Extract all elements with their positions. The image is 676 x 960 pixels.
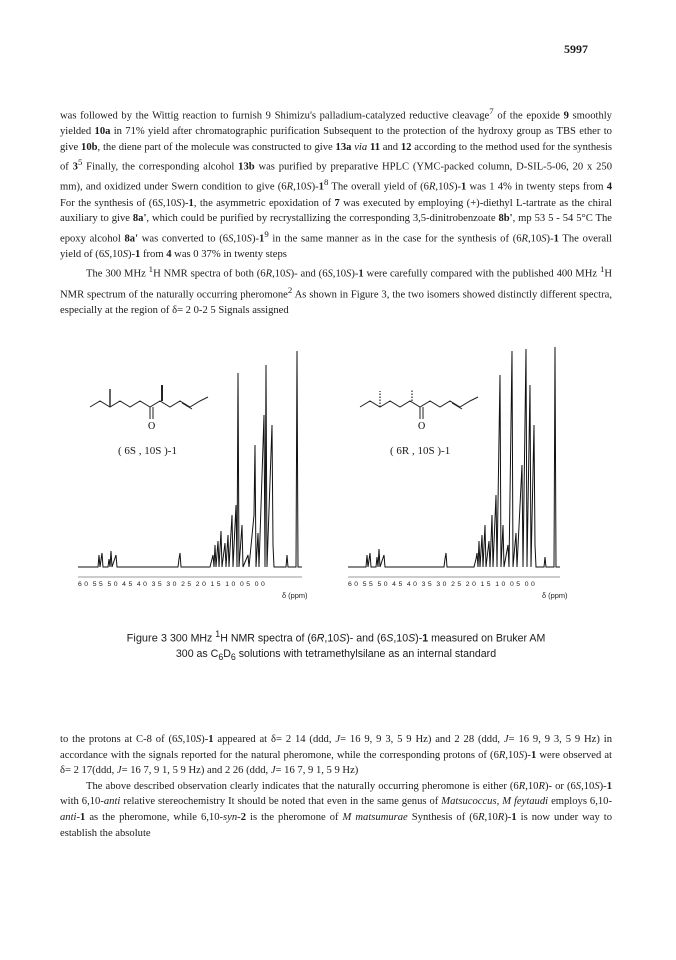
figure-caption: Figure 3 300 MHz $^1$H NMR spectra of (6R,10S)- and (6S,10S)-1 measured on Bruker AM 300 as $C_6D_6$ solutions with tetramethylsilane as an internal standard bbox=[126, 629, 546, 663]
paragraph-nmr: The 300 MHz $^1$H NMR spectra of both (6R,10S)- and (6S,10S)-1 were carefully compared with the published 400 MHz $^1$H NMR spectrum of the naturally occurring pheromone$^2$ As shown in Figure 3, the two isomers showed distinctly different spectra, especially at the region of δ= 2 0-2 5 Signals assigned bbox=[60, 264, 613, 316]
axis-ticks-left: 6 0 5 5 5 0 4 5 4 0 3 5 3 0 2 5 2 0 1 5 1 0 0 5 0 0 bbox=[78, 581, 266, 588]
structure-right bbox=[360, 389, 478, 419]
panel-label-right: ( 6R , 10S )-1 bbox=[390, 445, 451, 457]
page-number: 5997 bbox=[564, 42, 588, 56]
text-top bbox=[60, 104, 612, 318]
paragraph-c8-protons: to the protons at C-8 of (6S,10S)-1 appeared at δ= 2 14 (ddd, J= 16 9, 9 3, 5 9 Hz) and 2 28 (ddd, J= 16 9, 9 3, 5 9 Hz) in accordance with the signals reported for the natural pheromone, while the corresponding protons of (6R,10S)-1 were observed at δ= 2 17(ddd, J= 16 7, 9 1, 5 9 Hz) and 2 26 (ddd, J= 16 7, 9 1, 5 9 Hz) bbox=[60, 734, 612, 777]
text-bottom bbox=[60, 732, 612, 841]
spectrum-left bbox=[78, 351, 302, 567]
paragraph-conclusion: The above described observation clearly indicates that the naturally occurring pheromone is either (6R,10R)- or (6S,10S)-1 with 6,10-anti relative stereochemistry It should be noted that even in the same genus of Matsucoccus, M feytaudi employs 6,10-anti-1 as the pheromone, while 6,10-syn-2 is the pheromone of M matsumurae Synthesis of (6R,10R)-1 is now under way to establish the absolute bbox=[60, 780, 613, 839]
structure-left bbox=[90, 385, 208, 419]
axis-ticks-right: 6 0 5 5 5 0 4 5 4 0 3 5 3 0 2 5 2 0 1 5 1 0 0 5 0 0 bbox=[348, 581, 536, 588]
axis-unit-right: δ (ppm) bbox=[542, 591, 568, 600]
axis-unit-left: δ (ppm) bbox=[282, 591, 308, 600]
nmr-spectra-figure bbox=[60, 345, 612, 605]
oxygen-label-left: O bbox=[148, 421, 156, 432]
oxygen-label-right: O bbox=[418, 421, 426, 432]
panel-label-left: ( 6S , 10S )-1 bbox=[118, 445, 177, 457]
figure-3 bbox=[60, 345, 612, 665]
spectrum-right bbox=[348, 347, 560, 567]
paragraph-synthesis: was followed by the Wittig reaction to furnish 9 Shimizu's palladium-catalyzed reductive cleavage$^7$ of the epoxide 9 smoothly yielded 10a in 71% yield after chromatographic purification Subsequent to the protection of the hydroxy group as TBS ether to give 10b, the diene part of the molecule was constructed to give 13a via 11 and 12 according to the method used for the synthesis of $3^5$ Finally, the corresponding alcohol 13b was purified by preparative HPLC (YMC-packed column, D-SIL-5-06, 20 x 250 mm), and oxidized under Swern condition to give $(6R,10S)-1^8$ The overall yield of (6R,10S)-1 was 1 4% in twenty steps from 4 For the synthesis of (6S,10S)-1, the asymmetric epoxidation of 7 was executed by employing (+)-diethyl L-tartrate as the chiral auxiliary to give 8a', which could be purified by recrystallizing the corresponding 3,5-dinitrobenzoate 8b', mp 53 5 - 54 5°C The epoxy alcohol 8a' was converted to $(6S,10S)-1^9$ in the same manner as in the case for the synthesis of (6R,10S)-1 The overall yield of (6S,10S)-1 from 4 was 0 37% in twenty steps bbox=[60, 106, 613, 260]
